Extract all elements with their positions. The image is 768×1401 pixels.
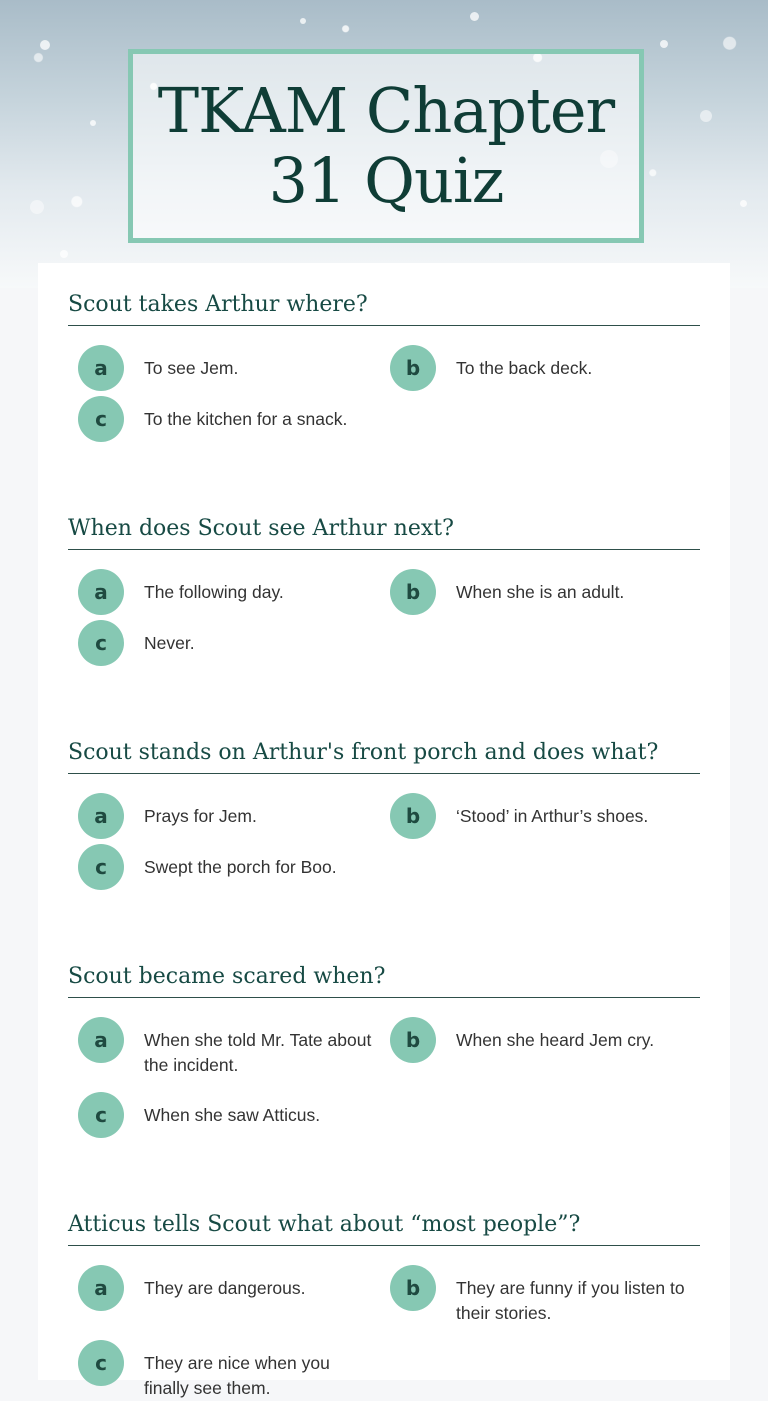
option-text: When she is an adult.: [456, 582, 625, 602]
question-text: Scout stands on Arthur's front porch and does what?: [68, 740, 700, 774]
option-text: ‘Stood’ in Arthur’s shoes.: [456, 806, 649, 826]
option-badge-a: a: [78, 345, 124, 391]
title-box: [128, 49, 644, 243]
option-text: When she told Mr. Tate about the incident.: [144, 1030, 372, 1075]
option-badge-b: b: [390, 1017, 436, 1063]
answer-option-a[interactable]: [78, 345, 378, 391]
option-badge-b: b: [390, 345, 436, 391]
answer-option-a[interactable]: [78, 1265, 378, 1311]
answer-option-c[interactable]: [78, 1340, 338, 1401]
answer-option-b[interactable]: [390, 569, 700, 615]
answer-option-c[interactable]: [78, 1092, 478, 1138]
answer-option-b[interactable]: [390, 1265, 700, 1326]
answer-option-b[interactable]: [390, 793, 700, 839]
option-badge-a: a: [78, 793, 124, 839]
question-5: [68, 1212, 700, 1398]
option-text: They are funny if you listen to their stories.: [456, 1278, 685, 1323]
question-text: Scout became scared when?: [68, 964, 700, 998]
option-text: To see Jem.: [144, 358, 239, 378]
option-badge-c: c: [78, 1092, 124, 1138]
question-text: When does Scout see Arthur next?: [68, 516, 700, 550]
option-text: To the kitchen for a snack.: [144, 409, 348, 429]
page-title: TKAM Chapter 31 Quiz: [157, 74, 615, 217]
option-badge-b: b: [390, 569, 436, 615]
option-text: Swept the porch for Boo.: [144, 857, 337, 877]
option-text: They are dangerous.: [144, 1278, 306, 1298]
option-text: Prays for Jem.: [144, 806, 257, 826]
option-badge-b: b: [390, 1265, 436, 1311]
option-badge-c: c: [78, 1340, 124, 1386]
answer-option-b[interactable]: [390, 1017, 700, 1063]
answer-option-c[interactable]: [78, 620, 478, 666]
option-text: They are nice when you finally see them.: [144, 1353, 330, 1398]
option-text: To the back deck.: [456, 358, 593, 378]
option-badge-a: a: [78, 569, 124, 615]
option-badge-c: c: [78, 396, 124, 442]
option-badge-a: a: [78, 1265, 124, 1311]
option-badge-b: b: [390, 793, 436, 839]
question-2: [68, 516, 700, 655]
option-text: When she heard Jem cry.: [456, 1030, 655, 1050]
option-text: When she saw Atticus.: [144, 1105, 321, 1125]
question-text: Scout takes Arthur where?: [68, 292, 700, 326]
answer-option-c[interactable]: [78, 844, 478, 890]
quiz-card: [38, 263, 730, 1398]
question-3: [68, 740, 700, 879]
option-badge-c: c: [78, 844, 124, 890]
answer-option-c[interactable]: [78, 396, 478, 442]
question-text: Atticus tells Scout what about “most people”?: [68, 1212, 700, 1246]
option-text: Never.: [144, 633, 195, 653]
answer-option-a[interactable]: [78, 1017, 384, 1078]
option-badge-c: c: [78, 620, 124, 666]
question-4: [68, 964, 700, 1127]
answer-option-a[interactable]: [78, 569, 378, 615]
answer-option-b[interactable]: [390, 345, 700, 391]
answer-option-a[interactable]: [78, 793, 378, 839]
option-text: The following day.: [144, 582, 284, 602]
header-banner: [0, 0, 768, 288]
question-1: [68, 292, 700, 431]
option-badge-a: a: [78, 1017, 124, 1063]
